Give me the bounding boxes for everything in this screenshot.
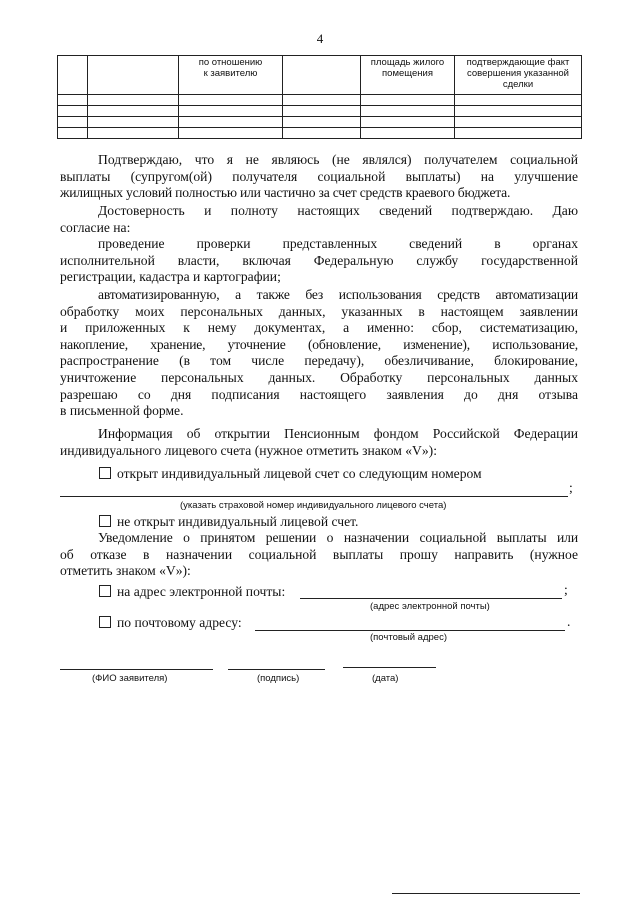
fio-line[interactable] [60, 669, 213, 670]
table-row [58, 95, 582, 106]
table-header-cell [88, 56, 179, 95]
signature-caption: (подпись) [257, 673, 300, 684]
option-post[interactable]: по почтовому адресу: [99, 615, 259, 632]
semicolon: ; [569, 480, 573, 495]
option-account-not-opened[interactable]: не открыт индивидуальный лицевой счет. [99, 514, 579, 531]
table-row [58, 128, 582, 139]
date-line[interactable] [343, 667, 436, 668]
semicolon: ; [564, 582, 568, 597]
table-header-row [58, 56, 582, 95]
snils-input-line[interactable] [60, 496, 568, 497]
option-email[interactable]: на адрес электронной почты: [99, 584, 319, 601]
table-header-cell [283, 56, 361, 95]
personal-data-paragraph: автоматизированную, а также без использования средств автоматизации обработку моих персональных данных, указанных в настоящем заявлении и приложенных к нему документах, а именно: сбор, систематизацию, накопление, хранение, уточнение (обновление, изменение), использование, распространение (в том числе передачу), обезличивание, блокирование, уничтожение персональных данных. Обработку персональных данных разрешаю со дня подписания настоящего заявления до дня отзыва в письменной форме. [60, 287, 578, 419]
checkbox-email[interactable] [99, 585, 111, 597]
table-header-relation: по отношению к заявителю [179, 56, 283, 95]
table-header-documents: подтверждающие факт совершения указанной сделки [455, 56, 582, 95]
period: . [567, 614, 571, 629]
checkbox-account-not-opened[interactable] [99, 515, 111, 527]
table-row [58, 117, 582, 128]
option-account-opened[interactable]: открыт индивидуальный лицевой счет со следующим номером [99, 466, 579, 483]
post-caption: (почтовый адрес) [370, 632, 447, 643]
page-number: 4 [316, 31, 324, 46]
footer-rule [392, 893, 580, 894]
fio-caption: (ФИО заявителя) [92, 673, 168, 684]
post-input-line[interactable] [255, 630, 565, 631]
table-header-cell [58, 56, 88, 95]
checkbox-post[interactable] [99, 616, 111, 628]
date-caption: (дата) [372, 673, 399, 684]
table-header-area: площадь жилого помещения [361, 56, 455, 95]
notification-paragraph: Уведомление о принятом решении о назначении социальной выплаты или об отказе в назначении социальной выплаты прошу направить (нужное отметить знаком «V»): [60, 530, 578, 579]
signature-line[interactable] [228, 669, 325, 670]
pension-fund-paragraph: Информация об открытии Пенсионным фондом Российской Федерации индивидуального лицевого счета (нужное отметить знаком «V»): [60, 426, 578, 458]
consent-paragraph: Достоверность и полноту настоящих сведений подтверждаю. Даю согласие на: [60, 203, 578, 235]
email-caption: (адрес электронной почты) [370, 601, 490, 612]
confirmation-paragraph: Подтверждаю, что я не являюсь (не являлся) получателем социальной выплаты (супругом(ой) получателя социальной выплаты) на улучшение жилищных условий полностью или частично за счет средств краевого бюджета. [60, 152, 578, 201]
email-input-line[interactable] [300, 598, 562, 599]
checkbox-account-opened[interactable] [99, 467, 111, 479]
snils-caption: (указать страховой номер индивидуального лицевого счета) [180, 500, 447, 511]
verification-paragraph: проведение проверки представленных сведений в органах исполнительной власти, включая Федеральную службу государственной регистрации, кадастра и картографии; [60, 236, 578, 285]
table-row [58, 106, 582, 117]
property-table [57, 55, 582, 139]
